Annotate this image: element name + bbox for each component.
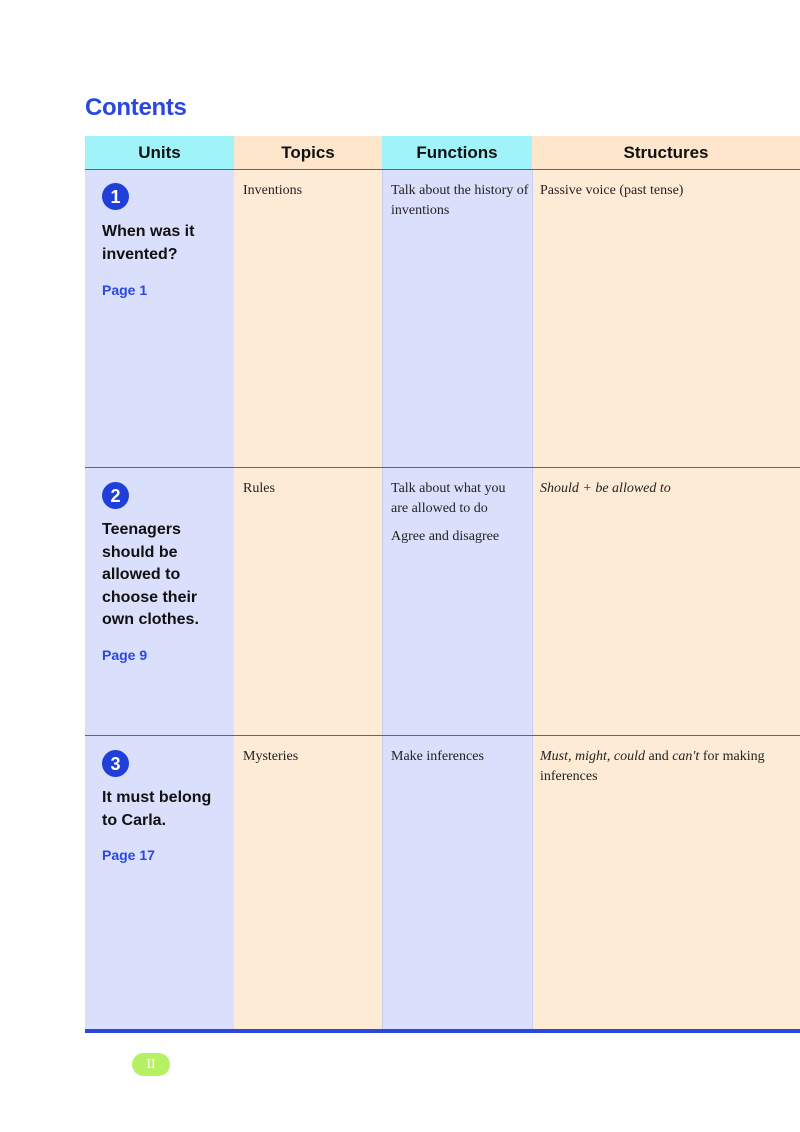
structure-text: can't [672, 749, 700, 764]
unit-title: It must belong to Carla. [102, 789, 212, 829]
topic-cell: Inventions [243, 183, 303, 198]
structure-text: Must, might, could [540, 749, 645, 764]
structure-cell [540, 479, 790, 499]
unit-number-badge: 3 [102, 750, 129, 777]
structure-text: Should + be allowed to [540, 481, 671, 496]
unit-number-badge: 1 [102, 183, 129, 210]
function-item: Agree and disagree [391, 529, 500, 544]
unit-page-link[interactable]: Page 9 [102, 647, 148, 663]
function-item: Talk about what you are allowed to do [391, 481, 506, 516]
header-divider [85, 169, 800, 170]
page-title: Contents [85, 94, 187, 121]
unit-title: Teenagers should be allowed to choose their own clothes. [102, 521, 199, 628]
page-number-badge: II [132, 1053, 170, 1076]
row-divider [85, 467, 800, 468]
column-divider [532, 136, 533, 1033]
header-structures: Structures [532, 136, 800, 169]
structure-cell [540, 747, 790, 787]
header-functions: Functions [382, 136, 532, 169]
structures-column [532, 136, 800, 1033]
column-divider [382, 136, 383, 1033]
table-bottom-rule [85, 1029, 800, 1033]
structure-cell [540, 181, 790, 201]
unit-page-link[interactable]: Page 1 [102, 282, 148, 298]
topic-cell: Rules [243, 481, 275, 496]
function-item: Make inferences [391, 749, 484, 764]
functions-column [382, 136, 532, 1033]
topic-cell: Mysteries [243, 749, 299, 764]
unit-title: When was it invented? [102, 223, 195, 263]
function-item: Talk about the history of inventions [391, 183, 529, 218]
structure-text: and [645, 749, 673, 764]
unit-number-badge: 2 [102, 482, 129, 509]
structure-text: for making inferences [540, 749, 765, 784]
row-divider [85, 735, 800, 736]
header-units: Units [85, 136, 234, 169]
contents-table [85, 136, 800, 1033]
topics-column [234, 136, 382, 1033]
unit-page-link[interactable]: Page 17 [102, 847, 155, 863]
structure-text: Passive voice (past tense) [540, 183, 684, 198]
header-topics: Topics [234, 136, 382, 169]
